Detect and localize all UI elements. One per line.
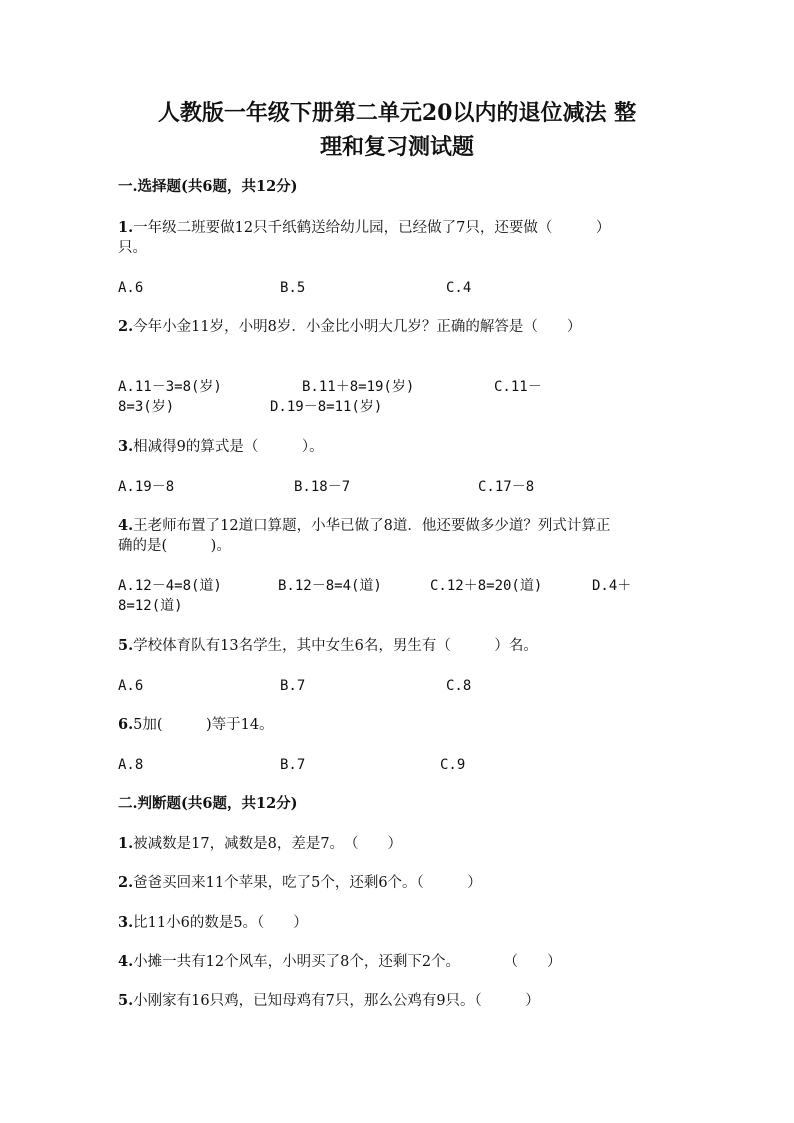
q6-stem: 5加( )等于14。 [133, 717, 274, 733]
q1-option-c: C.4 [446, 280, 472, 296]
section-2-heading: 二.判断题(共6题，共12分) [118, 795, 298, 812]
q4-option-c: C.12＋8=20(道) [430, 578, 543, 594]
q2-option-b: B.11＋8=19(岁) [302, 379, 415, 395]
q2-option-a: A.11－3=8(岁) [118, 379, 222, 395]
q2-option-d: D.19－8=11(岁) [270, 399, 383, 415]
worksheet-title [100, 96, 694, 164]
q3-option-a: A.19－8 [118, 479, 175, 495]
tf-q3-number: 3. [118, 914, 134, 931]
q2-number: 2. [118, 318, 134, 335]
q5-option-c: C.8 [446, 678, 472, 694]
q5-option-a: A.6 [118, 678, 144, 694]
q3-number: 3. [118, 438, 134, 455]
q5-option-b: B.7 [280, 678, 306, 694]
q6-option-a: A.8 [118, 757, 144, 773]
tf-q4-number: 4. [118, 953, 134, 970]
q1-stem: 一年级二班要做12只千纸鹤送给幼儿园，已经做了7只，还要做（ ） [133, 220, 611, 236]
tf-q1-stem: 被减数是17，减数是8，差是7。 （ ） [133, 836, 403, 852]
q1-stem-continued: 只。 [118, 240, 147, 256]
q1-option-b: B.5 [280, 280, 306, 296]
tf-q5-stem: 小刚家有16只鸡，已知母鸡有7只，那么公鸡有9只。（ ） [133, 993, 540, 1009]
q1-option-a: A.6 [118, 280, 144, 296]
tf-q1-number: 1. [118, 835, 134, 852]
tf-q3-text [118, 913, 308, 933]
q6-option-c: C.9 [440, 757, 466, 773]
q5-number: 5. [118, 637, 134, 654]
q1-number: 1. [118, 219, 134, 236]
tf-q4-text [118, 952, 562, 972]
title-line-2: 理和复习测试题 [319, 134, 474, 160]
q2-option-c: C.11－ [494, 379, 542, 395]
q6-option-b: B.7 [280, 757, 306, 773]
q2-text [118, 317, 581, 337]
tf-q2-stem: 爸爸买回来11个苹果，吃了5个，还剩6个。（ ） [133, 875, 482, 891]
tf-q4-stem: 小摊一共有12个风车，小明买了8个，还剩下2个。 （ ） [133, 954, 562, 970]
q3-option-b: B.18－7 [294, 479, 351, 495]
tf-q5-number: 5. [118, 992, 134, 1009]
section-1-heading: 一.选择题(共6题，共12分) [118, 178, 298, 195]
q4-option-b: B.12－8=4(道) [278, 578, 382, 594]
q5-stem: 学校体育队有13名学生，其中女生6名，男生有（ ）名。 [133, 638, 538, 654]
q4-text [118, 516, 610, 536]
q4-option-d: D.4＋ [592, 578, 632, 594]
q1-text [118, 218, 610, 238]
tf-q3-stem: 比11小6的数是5。（ ） [133, 915, 308, 931]
q3-text [118, 437, 324, 457]
q4-option-d-continued: 8=12(道) [118, 598, 183, 614]
tf-q5-text [118, 991, 540, 1011]
q2-stem: 今年小金11岁，小明8岁．小金比小明大几岁？正确的解答是（ ） [133, 319, 582, 335]
tf-q2-number: 2. [118, 874, 134, 891]
q5-text [118, 636, 538, 656]
q4-number: 4. [118, 517, 134, 534]
tf-q2-text [118, 873, 482, 893]
q3-option-c: C.17－8 [478, 479, 535, 495]
q2-option-c-continued: 8=3(岁) [118, 399, 175, 415]
q4-stem-continued: 确的是( )。 [118, 538, 231, 554]
q3-stem: 相减得9的算式是（ ）。 [133, 439, 324, 455]
q4-option-a: A.12－4=8(道) [118, 578, 222, 594]
tf-q1-text [118, 834, 402, 854]
q6-number: 6. [118, 716, 134, 733]
q6-text [118, 715, 274, 735]
q4-stem: 王老师布置了12道口算题，小华已做了8道．他还要做多少道？列式计算正 [133, 518, 611, 534]
title-line-1: 人教版一年级下册第二单元20以内的退位减法 整 [157, 100, 637, 126]
